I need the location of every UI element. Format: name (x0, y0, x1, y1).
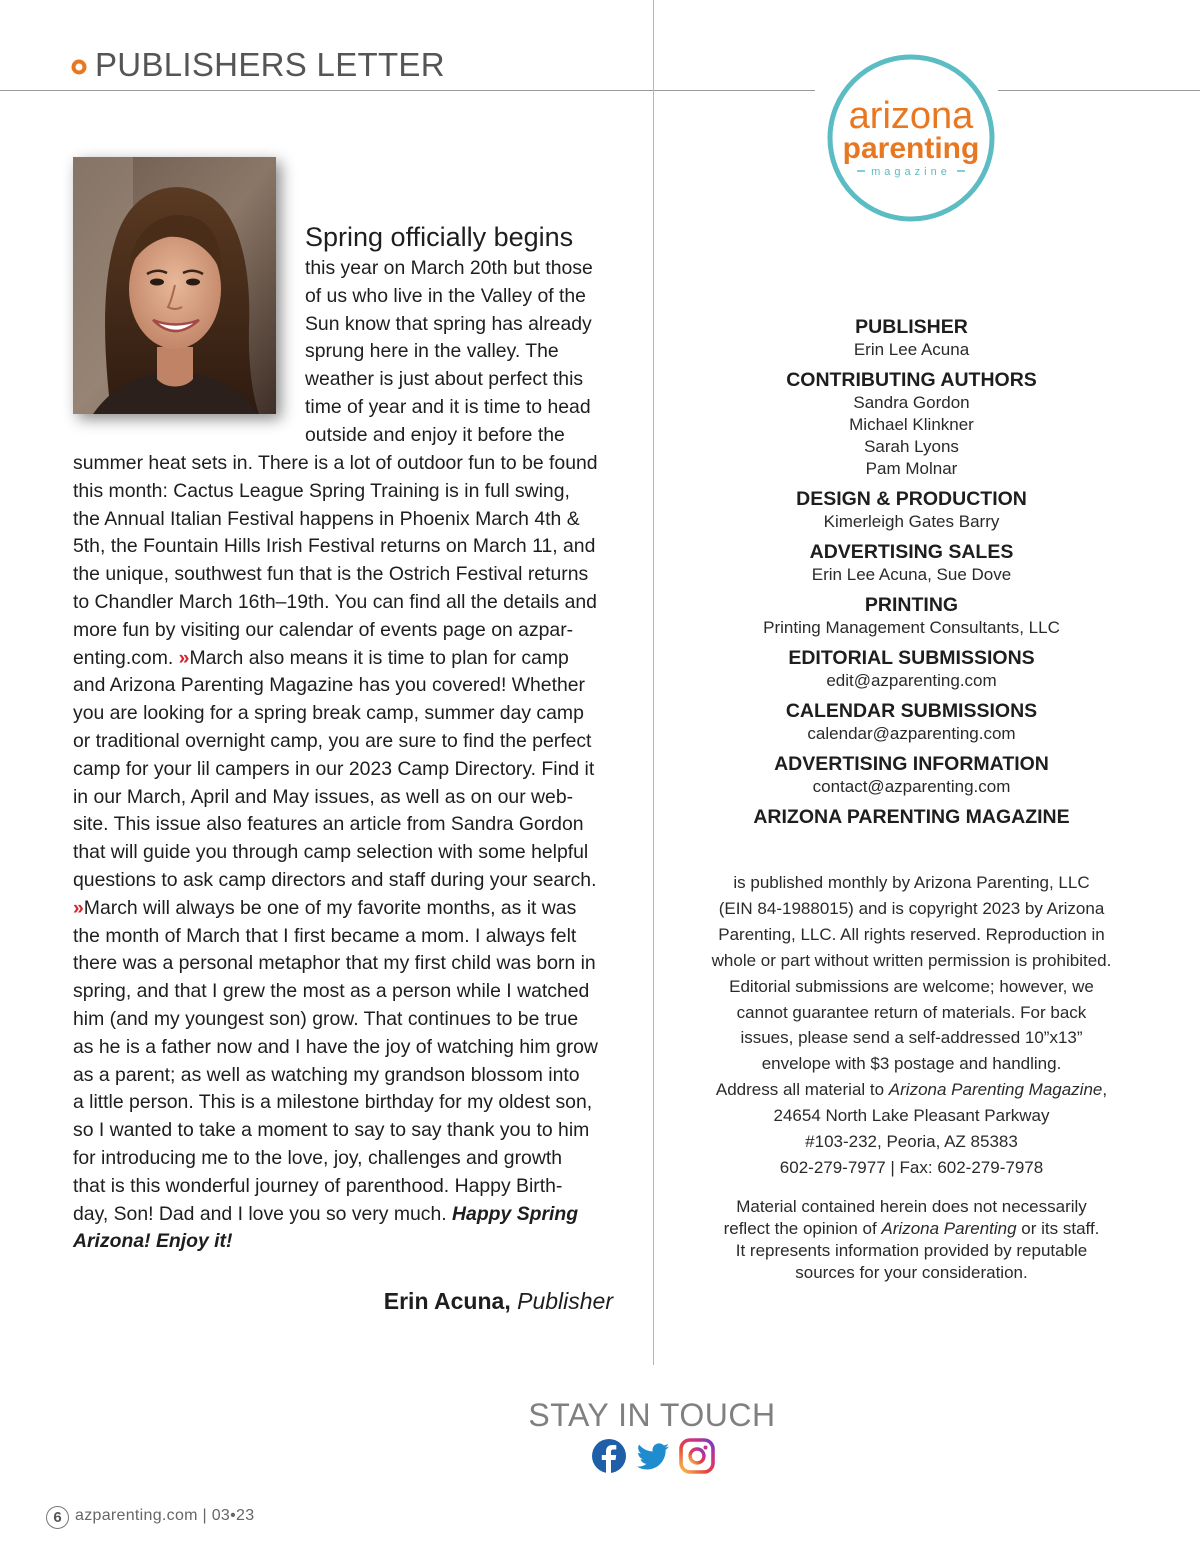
letter-line (73, 1228, 598, 1256)
masthead-heading: ADVERTISING SALES (809, 541, 1014, 563)
letter-line: of us who live in the Valley of the (305, 284, 586, 307)
letter-span: day, Son! Dad and I love you so very much. (73, 1202, 453, 1225)
masthead-heading: PUBLISHER (855, 316, 968, 338)
letter-line: camp for your lil campers in our 2023 Camp Directory. Find it (73, 757, 595, 780)
letter-line-marker (73, 895, 598, 923)
section-title: PUBLISHERS LETTER (95, 46, 445, 83)
letter-body (73, 450, 598, 1256)
letter-line: in our March, April and May issues, as well as on our web- (73, 785, 574, 808)
letter-line: as a parent; as well as watching my grandson blossom into (73, 1063, 580, 1086)
signature (384, 1288, 613, 1315)
legal-line: whole or part without written permission is prohibited. (711, 950, 1112, 970)
masthead-value: Sarah Lyons (864, 437, 959, 456)
masthead-block (690, 806, 1133, 829)
instagram-icon[interactable] (679, 1438, 715, 1474)
logo-word-parenting: parenting (842, 132, 980, 165)
letter-lead: Spring officially begins (305, 222, 574, 252)
letter-line: questions to ask camp directors and staff during your search. (73, 868, 597, 891)
publisher-portrait (73, 157, 276, 414)
masthead-block (690, 488, 1133, 533)
letter-line: to Chandler March 16th–19th. You can find all the details and (73, 590, 597, 613)
masthead-heading: ADVERTISING INFORMATION (774, 753, 1049, 775)
letter-line: a little person. This is a milestone birthday for my oldest son, (73, 1091, 593, 1114)
letter-line: for introducing me to the love, joy, challenges and growth (73, 1146, 562, 1169)
masthead-value: calendar@azparenting.com (807, 724, 1016, 743)
letter-line: spring, and that I grew the most as a person while I watched (73, 980, 590, 1003)
masthead-value: edit@azparenting.com (826, 671, 997, 690)
legal-line: Parenting, LLC. All rights reserved. Reproduction in (718, 924, 1105, 944)
letter-line: as he is a father now and I have the joy of watching him grow (73, 1035, 598, 1058)
arizona-parenting-logo (827, 54, 995, 222)
masthead-block (690, 316, 1133, 361)
masthead-block (690, 647, 1133, 692)
stay-in-touch-title: STAY IN TOUCH (528, 1397, 776, 1433)
address-line: Address all material to Arizona Parenting Magazine, (715, 1080, 1108, 1100)
letter-line-marker (73, 645, 598, 673)
letter-span: March also means it is time to plan for camp (189, 646, 569, 669)
closing-emphasis: Arizona! Enjoy it! (73, 1230, 233, 1253)
column-divider (653, 0, 654, 1365)
footer-text: azparenting.com | 03•23 (75, 1507, 255, 1524)
masthead-value: Printing Management Consultants, LLC (763, 618, 1060, 637)
legal-line: envelope with $3 postage and handling. (761, 1054, 1062, 1074)
masthead-value: contact@azparenting.com (812, 777, 1011, 796)
legal-line: cannot guarantee return of materials. For back (736, 1002, 1087, 1022)
page-number: 6 (46, 1506, 69, 1529)
letter-line: more fun by visiting our calendar of events page on azpar- (73, 618, 574, 641)
masthead-block (690, 541, 1133, 586)
letter-line: and Arizona Parenting Magazine has you covered! Whether (73, 674, 586, 697)
masthead-block (690, 369, 1133, 480)
masthead (690, 316, 1133, 837)
masthead-heading: DESIGN & PRODUCTION (796, 488, 1027, 510)
masthead-heading: ARIZONA PARENTING MAGAZINE (753, 806, 1070, 828)
header-rule-right (998, 90, 1200, 91)
masthead-block (690, 594, 1133, 639)
facebook-icon[interactable] (591, 1438, 627, 1474)
letter-line (73, 1201, 598, 1229)
masthead-value: Kimerleigh Gates Barry (823, 512, 1000, 531)
address-line: 24654 North Lake Pleasant Parkway (773, 1106, 1050, 1126)
legal-line: (EIN 84-1988015) and is copyright 2023 by Arizona (718, 898, 1105, 918)
letter-narrow-lines (305, 255, 593, 450)
letter-line: sprung here in the valley. The (305, 340, 559, 363)
paragraph-marker-icon: » (73, 896, 84, 919)
letter-line: outside and enjoy it before the (305, 423, 565, 446)
address-line: #103-232, Peoria, AZ 85383 (805, 1132, 1018, 1152)
letter-line: that will guide you through camp selection with some helpful (73, 841, 589, 864)
logo-word-magazine: magazine (871, 166, 951, 178)
letter-line: or traditional overnight camp, you are sure to find the perfect (73, 729, 592, 752)
masthead-heading: CONTRIBUTING AUTHORS (786, 369, 1037, 391)
letter-line: summer heat sets in. There is a lot of outdoor fun to be found (73, 452, 598, 474)
letter-line: the month of March that I first became a mom. I always felt (73, 924, 577, 947)
masthead-value: Erin Lee Acuna (853, 340, 970, 359)
logo-word-arizona: arizona (848, 95, 974, 137)
masthead-block (690, 753, 1133, 798)
legal-line: issues, please send a self-addressed 10”x13” (740, 1028, 1083, 1048)
address-line: 602-279-7977 | Fax: 602-279-7978 (779, 1157, 1044, 1177)
closing-emphasis: Happy Spring (452, 1202, 579, 1225)
letter-line: there was a personal metaphor that my first child was born in (73, 952, 596, 975)
masthead-block (690, 700, 1133, 745)
legal-notice (690, 870, 1133, 1181)
masthead-value: Erin Lee Acuna, Sue Dove (811, 565, 1012, 584)
letter-line: the unique, southwest fun that is the Ostrich Festival returns (73, 563, 589, 586)
masthead-heading: CALENDAR SUBMISSIONS (785, 700, 1038, 722)
letter-line: you are looking for a spring break camp, summer day camp (73, 702, 584, 725)
letter-line: so I wanted to take a moment to say to say thank you to him (73, 1119, 590, 1142)
letter-line: time of year and it is time to head (305, 395, 591, 418)
legal-line: is published monthly by Arizona Parenting, LLC (733, 873, 1090, 892)
letter-line: site. This issue also features an article from Sandra Gordon (73, 813, 584, 836)
disclaimer: Material contained herein does not necessarily reflect the opinion of Arizona Parenting or its staff. It represents information provided by reputable sources for your consideration. (723, 1197, 1100, 1282)
social-icons (591, 1438, 715, 1474)
header-rule-left (0, 90, 815, 91)
masthead-value: Pam Molnar (865, 459, 958, 478)
signature-role: Publisher (510, 1288, 613, 1314)
letter-line: this year on March 20th but those (305, 257, 593, 279)
letter-line: 5th, the Fountain Hills Irish Festival returns on March 11, and (73, 535, 596, 558)
letter-line: Sun know that spring has already (305, 312, 592, 335)
masthead-value: Michael Klinkner (849, 415, 974, 434)
letter-span: enting.com. (73, 646, 179, 669)
legal-line: Editorial submissions are welcome; however, we (729, 976, 1094, 996)
letter-line: this month: Cactus League Spring Training is in full swing, (73, 479, 570, 502)
letter-line: weather is just about perfect this (305, 368, 584, 391)
signature-name: Erin Acuna, (383, 1288, 511, 1314)
paragraph-marker-icon: » (178, 646, 190, 669)
letter-line: that is this wonderful journey of parenthood. Happy Birth- (73, 1174, 563, 1197)
letter-span: March will always be one of my favorite months, as it was (83, 896, 577, 919)
masthead-heading: PRINTING (864, 594, 959, 616)
masthead-value: Sandra Gordon (853, 393, 970, 412)
twitter-icon[interactable] (635, 1438, 671, 1474)
ring-bullet-icon (71, 59, 87, 75)
letter-line: the Annual Italian Festival happens in Phoenix March 4th & (73, 507, 580, 530)
masthead-heading: EDITORIAL SUBMISSIONS (788, 647, 1035, 669)
letter-line: him (and my youngest son) grow. That continues to be true (73, 1007, 579, 1030)
